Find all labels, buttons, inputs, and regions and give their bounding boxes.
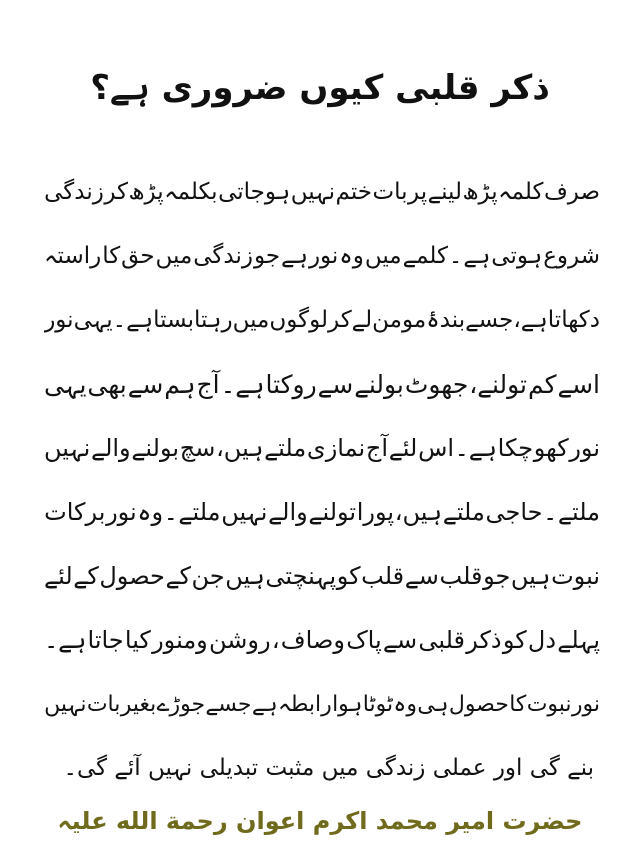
body-word: جن [191,562,225,590]
body-word: وہ [393,691,417,717]
body-word: نبوت [526,691,572,717]
body-word: میں [155,243,193,269]
body-line [44,672,600,736]
body-word: آج [365,434,389,462]
article-title: ذکر قلبی کیوں ضروری ہے؟ [90,68,550,108]
body-word: نہیں [290,179,336,205]
body-word: حصول [99,562,165,590]
body-word: بات [372,179,408,205]
body-word: جسے [465,307,514,333]
body-word: ہوا [332,691,363,717]
body-word: بات [86,691,121,717]
body-word: ملتے [178,498,221,526]
body-word: ہیں، [394,498,443,526]
body-word: ختم [335,179,372,205]
body-word: یہی [44,369,87,399]
body-word: پاک [346,626,382,654]
body-word: ہیں، [216,434,264,462]
body-word: سے [382,626,418,654]
body-word: رابطہ [277,691,332,717]
body-word: میں [232,307,270,333]
body-word: ہم [164,369,196,399]
body-word: جاتا [87,626,124,654]
body-word: سچ [179,434,216,462]
body-word: کے [165,562,191,590]
body-word: بولنے [354,369,404,399]
body-word: کا [509,691,527,717]
body-word: جو [253,243,281,269]
body-word: لے [351,307,373,333]
body-word: برکات [44,498,106,526]
body-word: پڑھ [128,179,164,205]
body-word: پڑھ [462,179,498,205]
body-word: ۔ [448,243,463,269]
body-word: ٹوٹا [362,691,394,717]
body-word: روشن [209,626,271,654]
body-word: کھو [533,434,569,462]
body-word: رہتا [194,307,233,333]
body-word: کے [73,562,99,590]
body-word: ہیں [225,562,265,590]
body-word: نہیں [221,498,268,526]
body-word: ۔ [163,498,178,526]
body-word: والے [91,434,131,462]
body-word: جوڑے [156,691,206,717]
body-word: کلمے [402,243,448,269]
body-line [44,160,600,224]
body-word: اس [418,434,455,462]
body-word: جسے [205,691,252,717]
body-word: کم [527,369,557,399]
body-line [44,416,600,480]
body-word: لئے [388,434,418,462]
body-word: نور [106,498,137,526]
body-word: روکتا [265,369,317,399]
body-word: دکھاتا [547,307,600,333]
body-word: آج [196,369,220,399]
body-word: نور [308,243,339,269]
article-body [44,160,600,800]
body-word: ہے۔ [44,626,87,654]
body-word: پہنچتی [265,562,337,590]
body-word: بندۂ [426,307,466,333]
body-word: حاجی [485,498,543,526]
body-word: ہوتی [491,243,543,269]
body-word: جو [483,562,511,590]
body-word: بستا [153,307,194,333]
body-word: قلب [439,562,483,590]
body-word: نور [44,307,74,333]
body-word: شروع [543,243,600,269]
body-word: اسے [557,369,600,399]
body-word: بولنے [131,434,180,462]
body-word: زندگی [193,243,253,269]
body-word: پورا [356,498,395,526]
body-word: وصاف [280,626,345,654]
body-word: ہے۔ [454,434,497,462]
body-word: لینے [427,179,462,205]
body-word: والے [268,498,308,526]
body-word: ہیں [510,562,551,590]
body-line [44,224,600,288]
body-word: ہے [281,243,308,269]
body-line [44,352,600,416]
body-word: پہلے [557,626,600,654]
body-word: بکلمہ [164,179,218,205]
body-word: قلبی [418,626,465,654]
body-word: ہے، [513,307,548,333]
body-word: یہی [73,307,113,333]
body-line: بنے گی اور عملی زندگی میں مثبت تبدیلی نہیں آئے گی۔ [63,755,594,781]
body-word: میں [364,243,402,269]
body-line [44,480,600,544]
body-word: ہی [417,691,449,717]
body-word: ذکر [466,626,502,654]
body-word: ہوجاتی [218,179,291,205]
author-attribution: حضرت امیر محمد اکرم اعوان رحمة الله علیہ [57,807,583,835]
body-word: ہے۔ [112,307,154,333]
body-word: بغیر [120,691,157,717]
body-line [44,544,600,608]
body-word: وہ [339,243,364,269]
body-word: نور [569,434,600,462]
body-word: جھوٹ [404,369,469,399]
body-word: سے [127,369,164,399]
body-word: راستہ [44,243,102,269]
body-word: کیا [124,626,151,654]
body-word: ۔ [543,498,558,526]
body-word: نہیں [44,434,91,462]
body-word: بھی [87,369,127,399]
body-word: ہے۔ [220,369,265,399]
body-word: ہے [251,691,278,717]
body-word: کو [336,562,361,590]
body-word: ملتے [557,498,600,526]
body-word: نمازی [306,434,366,462]
body-word: ملتے [264,434,307,462]
body-word: ومنور [152,626,208,654]
body-word: سے [317,369,354,399]
body-word: ہے [463,243,491,269]
body-word: کلمہ [498,179,544,205]
body-line [44,608,600,672]
body-word: کا [102,243,121,269]
body-word: حصول [448,691,509,717]
body-word: لئے [44,562,73,590]
body-word: تولنے [308,498,357,526]
body-word: کر [328,307,352,333]
body-word: نبوت [551,562,600,590]
body-line [44,288,600,352]
body-word: دل [527,626,557,654]
body-word: کر [104,179,128,205]
body-word: حق [121,243,155,269]
body-word: ملتے [442,498,485,526]
body-word: چکا [497,434,534,462]
body-word: ، [271,626,280,654]
body-word: سے [404,562,439,590]
body-word: وہ [137,498,164,526]
body-word: زندگی [44,179,104,205]
body-word: نہیں [44,691,87,717]
body-word: پر [408,179,428,205]
body-word: صرف [543,179,600,205]
body-word: کو [502,626,527,654]
body-word: قلب [361,562,405,590]
body-word: مومن [372,307,427,333]
body-word: نور [571,691,600,717]
body-word: لوگوں [269,307,328,333]
body-word: تولنے، [469,369,527,399]
